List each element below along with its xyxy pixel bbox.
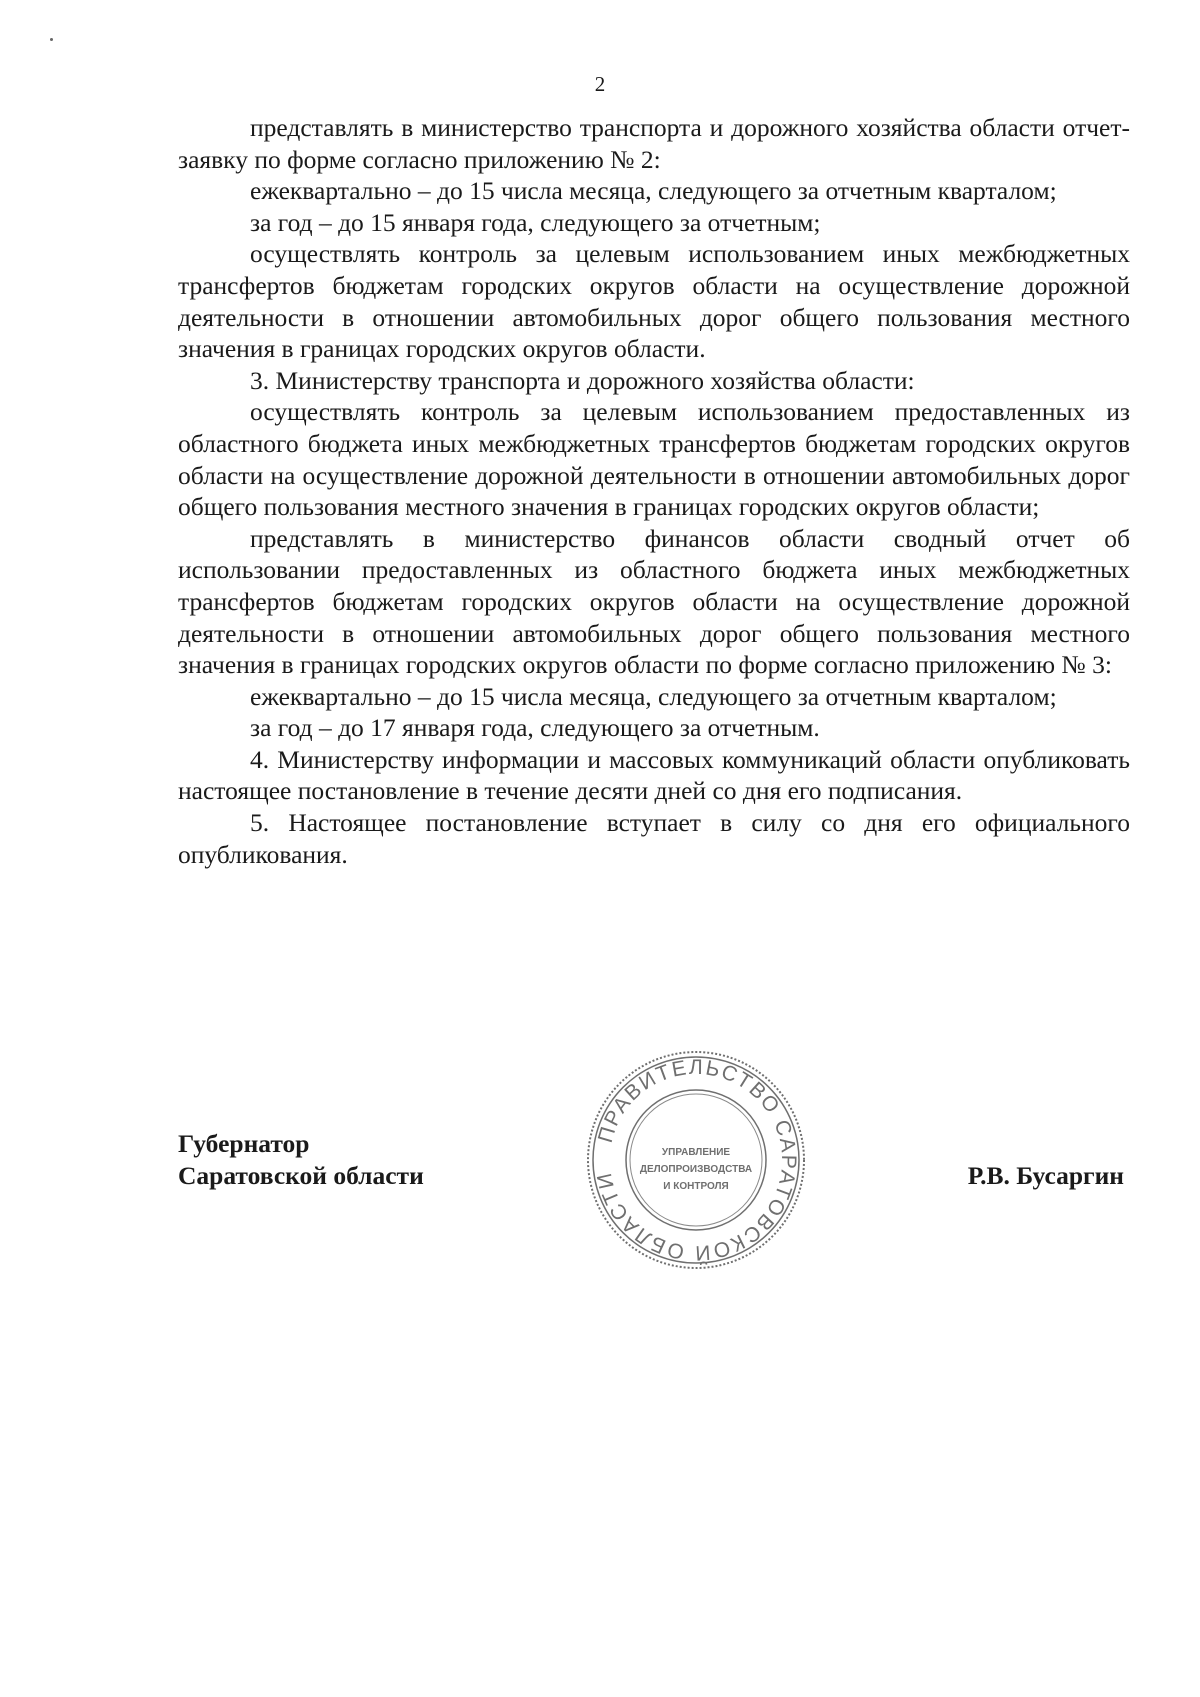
document-body: [178, 112, 1130, 870]
seal-graphic: [584, 1048, 808, 1272]
paragraph: 4. Министерству информации и массовых коммуникаций области опубликовать настоящее постановление в течение десяти дней со дня его подписания.: [178, 744, 1130, 806]
seal-inner-line2: ДЕЛОПРОИЗВОДСТВА: [639, 1164, 753, 1175]
scan-speck: [50, 38, 53, 41]
signatory-name: Р.В. Бусаргин: [967, 1161, 1124, 1190]
paragraph: за год – до 17 января года, следующего за отчетным.: [250, 713, 820, 743]
seal-inner-line3: И КОНТРОЛЯ: [663, 1181, 729, 1192]
paragraph: осуществлять контроль за целевым использованием предоставленных из областного бюджета иных межбюджетных трансфертов бюджетам городских округов области на осуществление дорожной деятельности в отношении автомобильных дорог общего пользования местного значения в границах городских округов области;: [178, 397, 1130, 522]
signatory-position: [178, 1128, 424, 1192]
paragraph: ежеквартально – до 15 числа месяца, следующего за отчетным кварталом;: [250, 176, 1057, 206]
svg-text:ПРАВИТЕЛЬСТВО САРАТОВСКОЙ ОБЛА: [593, 1056, 801, 1265]
signatory-position-line1: Губернатор: [178, 1129, 310, 1158]
page-number: 2: [594, 72, 606, 96]
paragraph: 5. Настоящее постановление вступает в силу со дня его официального опубликования.: [178, 808, 1130, 869]
paragraph: 3. Министерству транспорта и дорожного хозяйства области:: [250, 365, 915, 395]
paragraph: представлять в министерство транспорта и дорожного хозяйства области отчет-заявку по форме согласно приложению № 2:: [178, 113, 1130, 174]
seal-inner-line1: УПРАВЛЕНИЕ: [661, 1147, 731, 1158]
paragraph: осуществлять контроль за целевым использованием иных межбюджетных трансфертов бюджетам городских округов области на осуществление дорожной деятельности в отношении автомобильных дорог общего пользования местного значения в границах городских округов области.: [178, 239, 1130, 364]
signatory-position-line2: Саратовской области: [178, 1161, 424, 1190]
paragraph: представлять в министерство финансов области сводный отчет об использовании предоставленных из областного бюджета иных межбюджетных трансфертов бюджетам городских округов области на осуществление дорожной деятельности в отношении автомобильных дорог общего пользования местного значения в границах городских округов области по форме согласно приложению № 3:: [178, 523, 1130, 680]
seal-outer-text: ПРАВИТЕЛЬСТВО САРАТОВСКОЙ ОБЛАСТИ: [592, 1055, 801, 1265]
official-seal: [584, 1048, 808, 1272]
paragraph: ежеквартально – до 15 числа месяца, следующего за отчетным кварталом;: [250, 681, 1057, 711]
paragraph: за год – до 15 января года, следующего за отчетным;: [250, 207, 821, 237]
